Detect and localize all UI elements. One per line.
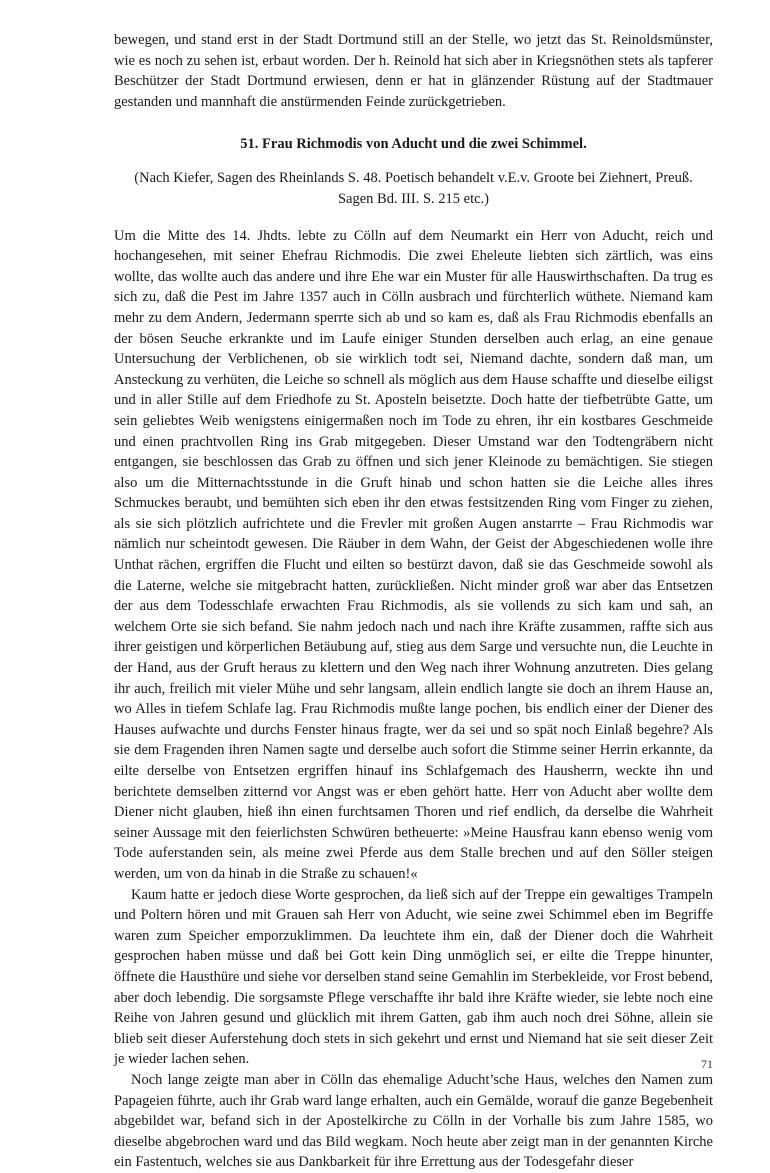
body-paragraph-3: Noch lange zeigte man aber in Cölln das ehemalige Aducht’sche Haus, welches den Namen zum Papageien führte, auch ihr Grab ward lange erhalten, auch ein Gemälde, worauf die ganze Begebenheit abgebildet war, befand sich in der Apostelkirche zu Cölln in der Vorhalle bis zum Jahre 1585, wo dieselbe abgebrochen ward und das Bild wegkam. Noch heute aber zeigt man in der genannten Kirche ein Fastentuch, welches sie aus Dankbarkeit für ihre Errettung aus der Todesgefahr dieser [114, 1071, 713, 1171]
page-number: 71 [701, 1057, 713, 1071]
intro-paragraph: bewegen, und stand erst in der Stadt Dortmund still an der Stelle, wo jetzt das St. Reinoldsmünster, wie es noch zu sehen ist, erbaut worden. Der h. Reinold hat sich aber in Kriegsnöthen stets als tapferer Beschützer der Stadt Dortmund erwiesen, denn er hat in glänzender Rüstung auf der Stadtmauer gestanden und mannhaft die anstürmenden Feinde zurückgetrieben. [114, 32, 713, 110]
body-paragraph-2: Kaum hatte er jedoch diese Worte gesprochen, da ließ sich auf der Treppe ein gewaltiges Trampeln und Poltern hören und mit Grauen sah Herr von Aducht, wie seine zwei Schimmel eben im Begriffe waren zum Speicher emporzuklimmen. Da leuchtete ihm ein, daß der Diener doch die Wahrheit gesprochen haben müsse und daß bei Gott kein Ding unmöglich sei, er eilte die Treppe hinunter, öffnete die Hausthüre und siehe vor derselben stand seine Gemahlin im Sterbekleide, vor Frost bebend, aber doch lebendig. Die sorgsamste Pflege verschaffte ihr bald ihre Kräfte wieder, sie lebte noch eine Reihe von Jahren gesund und glücklich mit ihrem Gatten, gab ihm auch noch drei Söhne, allein sie blieb seit dieser Auferstehung doch stets in sich gekehrt und ernst und Niemand hat sie seit dieser Zeit je wieder lachen sehen. [114, 886, 713, 1068]
body-paragraph-1: Um die Mitte des 14. Jhdts. lebte zu Cölln auf dem Neumarkt ein Herr von Aducht, reich und hochangesehen, mit seiner Ehefrau Richmodis. Die zwei Eheleute liebten sich zärtlich, was eins wollte, das wollte auch das andere und ihre Ehe war ein Muster für alle Hauswirthschaften. Da trug es sich zu, daß die Pest im Jahre 1357 auch in Cölln ausbrach und fürchterlich wüthete. Niemand kam mehr zu dem Andern, Jedermann sperrte sich ab und so kam es, daß als Frau Richmodis ebenfalls an der bösen Seuche erkrankte und im Laufe einiger Stunden derselben auch erlag, an eine genaue Untersuchung der Verblichenen, ob sie wirklich todt sei, Niemand dachte, sondern daß man, um Ansteckung zu verhüten, die Leiche so schnell als möglich aus dem Hause schaffte und dieselbe eiligst und in aller Stille auf dem Friedhofe zu St. Aposteln beisetzte. Doch hatte der tiefbetrübte Gatte, um sein geliebtes Weib wenigstens einigermaßen noch im Tode zu ehren, ihr ein kostbares Geschmeide und einen prachtvollen Ring ins Grab mitgegeben. Dieser Umstand war den Todtengräbern nicht entgangen, sie beschlossen das Grab zu öffnen und sich jener Kleinode zu bemächtigen. Sie stiegen also um die Mitternachtsstunde in die Gruft hinab und schon hatten sie die Leiche alles ihres Schmuckes beraubt, und bemühten sich eben ihr den etwas festsitzenden Ring vom Finger zu ziehen, als sie sich plötzlich aufrichtete und die Frevler mit großen Augen anstarrte – Frau Richmodis war nämlich nur scheintodt gewesen. Die Räuber in dem Wahn, der Geist der Abgeschiedenen wolle ihre Unthat rächen, ergriffen die Flucht und eilten so bestürzt davon, daß sie das Geschmeide sowohl als die Laterne, welche sie mitgebracht hatten, zurückließen. Nicht minder groß war aber das Entsetzen der aus dem Todesschlafe erwachten Frau Richmodis, als sie vollends zu sich kam und sah, an welchem Orte sie sich befand. Sie nahm jedoch nach und nach ihre Kräfte zusammen, raffte sich aus ihrer geistigen und körperlichen Betäubung auf, stieg aus dem Sarge und versuchte nun, die Leuchte in der Hand, aus der Gruft heraus zu klettern und den Weg nach ihrer Wohnung anzutreten. Dies gelang ihr auch, freilich mit vieler Mühe und sehr langsam, allein endlich langte sie doch an ihrem Hause an, wo Alles in tiefem Schlafe lag. Frau Richmodis mußte lange pochen, bis endlich einer der Diener des Hauses aufwachte und durchs Fenster hinaus fragte, wer da sei und so spät noch Einlaß begehre? Als sie dem Fragenden ihren Namen sagte und derselbe auch sofort die Stimme seiner Herrin erkannte, da eilte derselbe von Entsetzen ergriffen hinauf ins Schlafgemach des Hausherrn, weckte ihn und berichtete demselben zitternd vor Angst was er eben gehört hatte. Herr von Aducht aber wollte dem Diener nicht glauben, hieß ihn einen furchtsamen Thoren und rief endlich, da derselbe die Wahrheit seiner Aussage mit den feierlichsten Schwüren betheuerte: »Meine Hausfrau kann ebenso wenig vom Tode auferstanden sein, als meine zwei Pferde aus dem Stalle brechen und auf den Söller steigen werden, um von da hinab in die Straße zu schauen!« [114, 227, 713, 882]
section-title: 51. Frau Richmodis von Aducht und die zwei Schimmel. [240, 136, 587, 153]
source-note: (Nach Kiefer, Sagen des Rheinlands S. 48. Poetisch behandelt v.E.v. Groote bei Ziehnert, Preuß. Sagen Bd. III. S. 215 etc.) [134, 170, 693, 207]
